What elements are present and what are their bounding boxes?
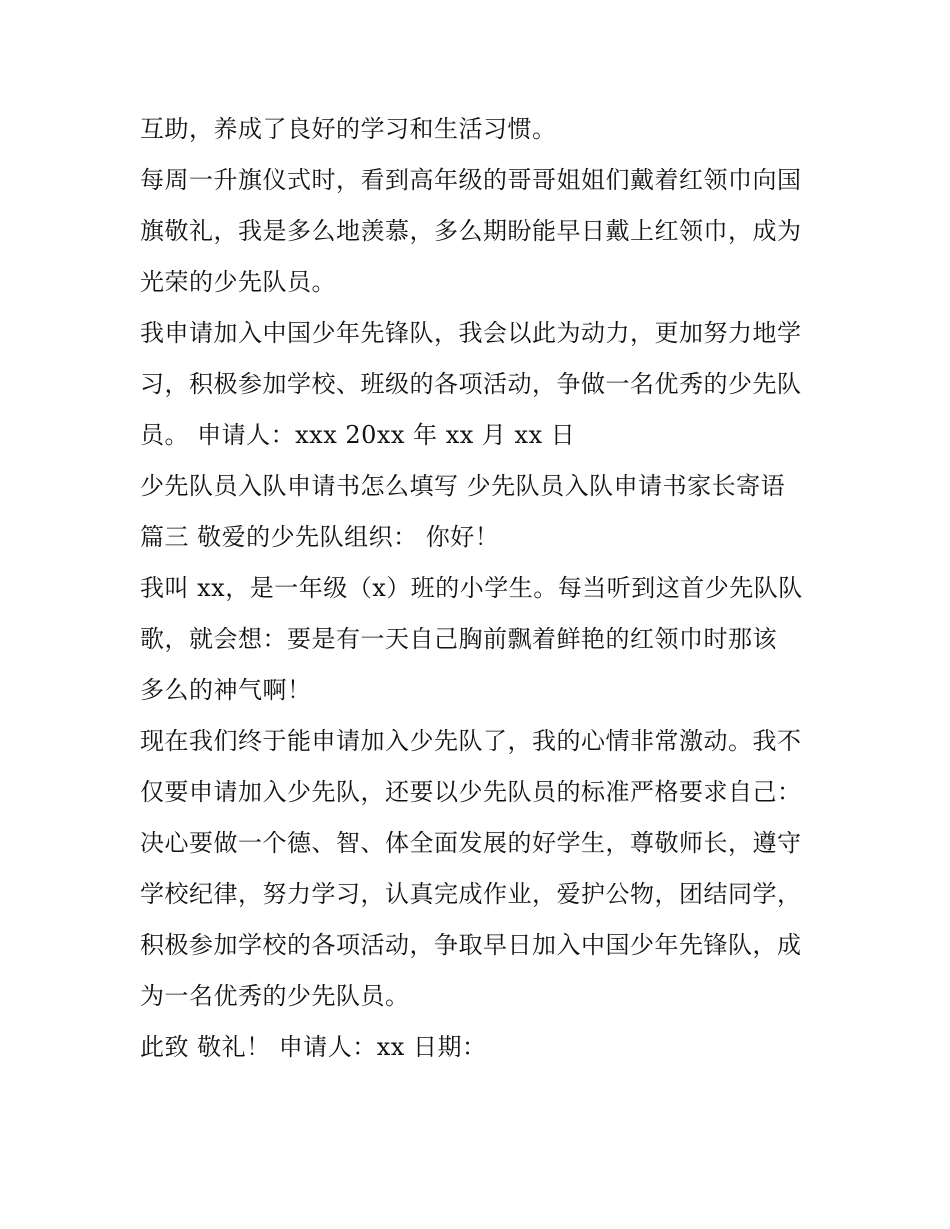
text-line-5: 我申请加入中国少年先锋队，我会以此为动力，更加努力地学 xyxy=(140,319,802,347)
text-line-15: 决心要做一个德、智、体全面发展的好学生，尊敬师长，遵守 xyxy=(140,829,802,857)
text-line-2: 每周一升旗仪式时，看到高年级的哥哥姐姐们戴着红领巾向国 xyxy=(140,166,802,194)
text-line-13: 现在我们终于能申请加入少先队了，我的心情非常激动。我不 xyxy=(140,727,802,755)
text-line-11: 歌，就会想：要是有一天自己胸前飘着鲜艳的红领巾时那该 xyxy=(140,625,777,653)
text-line-17: 积极参加学校的各项活动，争取早日加入中国少年先锋队，成 xyxy=(140,931,802,959)
text-line-12: 多么的神气啊！ xyxy=(140,676,312,704)
text-line-8: 少先队员入队申请书怎么填写 少先队员入队申请书家长寄语 xyxy=(140,472,786,500)
text-line-18: 为一名优秀的少先队员。 xyxy=(140,982,410,1010)
text-line-19: 此致 敬礼！ 申请人：xx 日期： xyxy=(140,1033,487,1061)
text-line-10: 我叫 xx，是一年级（x）班的小学生。每当听到这首少先队队 xyxy=(140,574,803,602)
text-line-9: 篇三 敬爱的少先队组织： 你好！ xyxy=(140,523,500,551)
text-line-16: 学校纪律，努力学习，认真完成作业，爱护公物，团结同学， xyxy=(140,880,802,908)
text-line-3: 旗敬礼，我是多么地羡慕，多么期盼能早日戴上红领巾，成为 xyxy=(140,217,802,245)
text-line-1: 互助，养成了良好的学习和生活习惯。 xyxy=(140,115,557,143)
document-body xyxy=(140,104,820,1073)
text-line-14: 仅要申请加入少先队，还要以少先队员的标准严格要求自己： xyxy=(140,778,802,806)
text-line-4: 光荣的少先队员。 xyxy=(140,268,336,296)
text-line-6: 习，积极参加学校、班级的各项活动，争做一名优秀的少先队 xyxy=(140,370,802,398)
text-line-7: 员。 申请人：xxx 20xx 年 xx 月 xx 日 xyxy=(140,421,576,449)
